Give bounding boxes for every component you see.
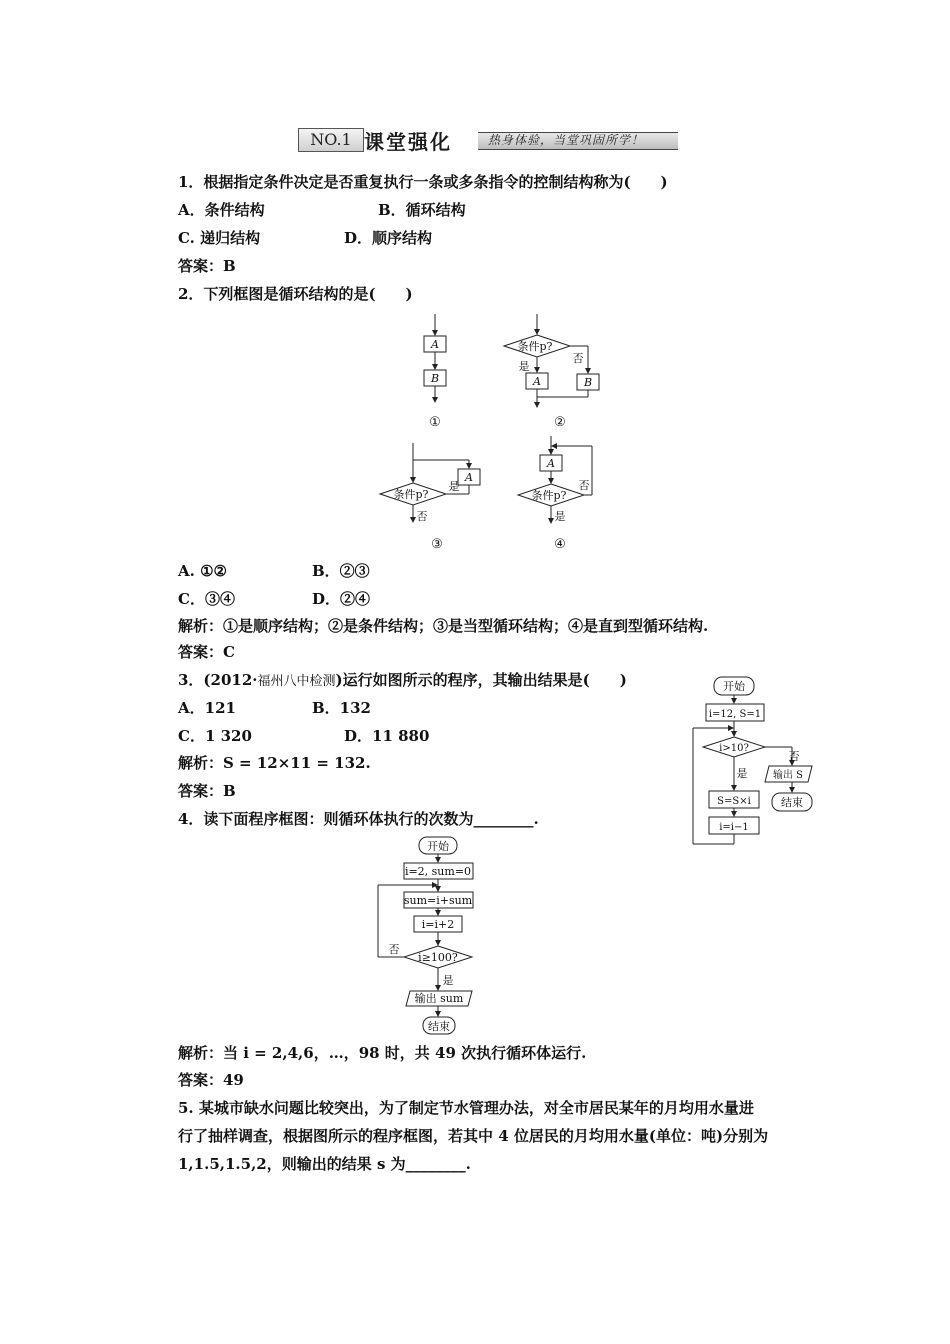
- q4-analysis: 解析：当 i = 2,4,6，…，98 时，共 49 次执行循环体运行.: [178, 1044, 587, 1062]
- q3-analysis: 解析：S = 12×11 = 132.: [178, 754, 371, 772]
- q2-fig4-no: 否: [578, 479, 590, 492]
- q2-option-d: D．②④: [312, 590, 371, 608]
- q1-stem: 1．根据指定条件决定是否重复执行一条或多条指令的控制结构称为( ): [178, 173, 668, 191]
- q2-fig1-box-a: A: [431, 338, 439, 351]
- q2-fig2-no: 否: [572, 352, 584, 365]
- q4-flow-output: 输出 sum: [414, 992, 464, 1005]
- q1-option-c: C. 递归结构: [178, 229, 261, 247]
- q2-fig2-condition: 条件p?: [517, 340, 553, 353]
- q4-flow-step2: i=i+2: [421, 918, 455, 931]
- q3-flow-init: i=12, S=1: [708, 709, 762, 720]
- q4-flowchart: [372, 834, 488, 1036]
- q4-flow-init: i=2, sum=0: [404, 865, 472, 878]
- q4-flow-yes: 是: [442, 974, 454, 987]
- q3-flow-start: 开始: [723, 680, 745, 693]
- q3-stem-source: 福州八中检测: [257, 674, 336, 689]
- q3-flow-no: 否: [788, 750, 800, 763]
- q2-fig4-yes: 是: [554, 510, 566, 523]
- q3-flow-output: 输出 S: [772, 770, 804, 781]
- q1-answer: 答案：B: [178, 257, 236, 275]
- section-banner: [298, 128, 680, 152]
- q2-fig4-condition: 条件p?: [531, 489, 567, 502]
- q3-option-b: B．132: [312, 699, 371, 717]
- q2-option-c: C．③④: [178, 590, 235, 608]
- q4-flow-end: 结束: [428, 1020, 450, 1033]
- q4-stem: 4．读下面程序框图：则循环体执行的次数为________.: [178, 810, 539, 828]
- q5-line1: 5. 某城市缺水问题比较突出，为了制定节水管理办法，对全市居民某年的月均用水量进: [178, 1099, 754, 1117]
- section-title: 课堂强化: [364, 130, 452, 154]
- q3-flow-end: 结束: [781, 796, 803, 809]
- q2-fig2-yes: 是: [518, 360, 530, 373]
- q2-option-a: A. ①②: [178, 562, 227, 580]
- q3-stem: [178, 670, 627, 692]
- q1-option-d: D．顺序结构: [344, 229, 433, 247]
- q2-fig1: [424, 314, 446, 402]
- q2-fig3-no: 否: [416, 510, 428, 523]
- q3-answer: 答案：B: [178, 782, 236, 800]
- q2-answer: 答案：C: [178, 643, 235, 661]
- q4-flow-condition: i≥100?: [418, 951, 458, 964]
- q2-fig2-box-a: A: [533, 375, 541, 388]
- q2-fig2-number: ②: [554, 415, 566, 430]
- q2-fig3-yes: 是: [448, 480, 460, 493]
- q2-fig2-box-b: B: [583, 376, 593, 389]
- q2-fig4-number: ④: [554, 537, 566, 552]
- q3-option-c: C．1 320: [178, 727, 252, 745]
- q1-option-b: B．循环结构: [378, 201, 466, 219]
- section-badge: NO.1: [298, 128, 364, 152]
- section-slogan: 热身体验，当堂巩固所学！: [488, 133, 645, 147]
- q2-figures: [370, 308, 630, 558]
- q3-flow-yes: 是: [736, 767, 748, 780]
- q3-stem-suffix: )运行如图所示的程序，其输出结果是( ): [335, 671, 627, 689]
- q2-fig1-number: ①: [429, 415, 441, 430]
- q3-flowchart: [690, 674, 820, 849]
- q4-answer: 答案：49: [178, 1071, 244, 1089]
- q4-flow-start: 开始: [427, 840, 449, 853]
- q2-fig3-condition: 条件p?: [393, 488, 429, 501]
- q2-fig4-box-a: A: [547, 457, 555, 470]
- q2-stem: 2．下列框图是循环结构的是( ): [178, 285, 413, 303]
- q2-option-b: B．②③: [312, 562, 370, 580]
- q4-flow-no: 否: [388, 943, 400, 956]
- q2-fig3-box-a: A: [465, 471, 473, 484]
- q3-stem-prefix: 3．(2012·: [178, 671, 258, 689]
- q3-flow-condition: i>10?: [719, 743, 749, 754]
- q3-option-d: D．11 880: [344, 727, 430, 745]
- q2-fig3-number: ③: [431, 537, 443, 552]
- q3-option-a: A．121: [178, 699, 236, 717]
- q5-line2: 行了抽样调查，根据图所示的程序框图，若其中 4 位居民的月均用水量(单位：吨)分别为: [178, 1127, 769, 1145]
- q1-option-a: A．条件结构: [178, 201, 265, 219]
- q4-flow-step1: sum=i+sum: [403, 894, 473, 907]
- q3-flow-step1: S=S×i: [717, 796, 751, 807]
- q2-analysis: 解析：①是顺序结构；②是条件结构；③是当型循环结构；④是直到型循环结构.: [178, 617, 709, 635]
- q3-flow-step2: i=i−1: [719, 822, 749, 833]
- q2-fig1-box-b: B: [430, 372, 440, 385]
- q5-line3: 1,1.5,1.5,2，则输出的结果 s 为________.: [178, 1155, 471, 1173]
